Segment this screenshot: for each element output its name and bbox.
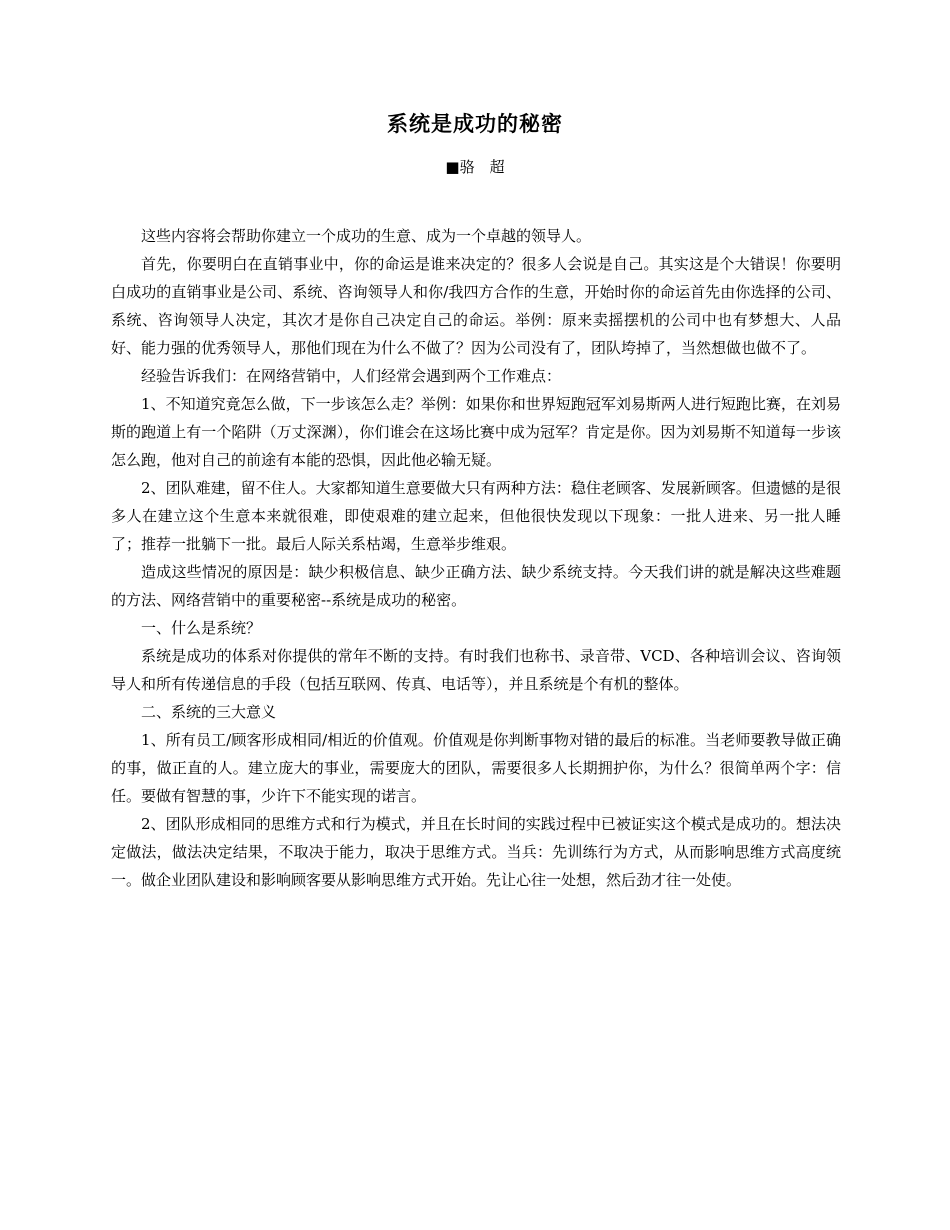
paragraph-meaning-2: 2、团队形成相同的思维方式和行为模式，并且在长时间的实践过程中已被证实这个模式是成功的。想法决定做法，做法决定结果，不取决于能力，取决于思维方式。当兵：先训练行为方式，从而影响思维方式高度统一。做企业团队建设和影响顾客要从影响思维方式开始。先让心往一处想，然后劲才往一处使。: [111, 815, 841, 889]
section-heading-three-meanings: 二、系统的三大意义: [141, 703, 277, 721]
paragraph-causes: 造成这些情况的原因是：缺少积极信息、缺少正确方法、缺少系统支持。今天我们讲的就是解决这些难题的方法、网络营销中的重要秘密--系统是成功的秘密。: [111, 563, 841, 609]
paragraph-difficulty-1: 1、不知道究竟怎么做，下一步该怎么走？举例：如果你和世界短跑冠军刘易斯两人进行短跑比赛，在刘易斯的跑道上有一个陷阱（万丈深渊），你们谁会在这场比赛中成为冠军？肯定是你。因为刘易斯不知道每一步该怎么跑，他对自己的前途有本能的恐惧，因此他必输无疑。: [111, 395, 841, 469]
document-title: 系统是成功的秘密: [387, 112, 563, 136]
paragraph-meaning-1: 1、所有员工/顾客形成相同/相近的价值观。价值观是你判断事物对错的最后的标准。当老师要教导做正确的事，做正直的人。建立庞大的事业，需要庞大的团队，需要很多人长期拥护你，为什么？很简单两个字：信任。要做有智慧的事，少许下不能实现的诺言。: [111, 731, 841, 805]
paragraph-experience: 经验告诉我们：在网络营销中，人们经常会遇到两个工作难点：: [141, 367, 562, 385]
paragraph-difficulty-2: 2、团队难建，留不住人。大家都知道生意要做大只有两种方法：稳住老顾客、发展新顾客。但遗憾的是很多人在建立这个生意本来就很难，即使艰难的建立起来，但他很快发现以下现象：一批人进来、另一批人睡了；推荐一批躺下一批。最后人际关系枯竭，生意举步维艰。: [111, 479, 841, 553]
paragraph-destiny: 首先，你要明白在直销事业中，你的命运是谁来决定的？很多人会说是自己。其实这是个大错误！你要明白成功的直销事业是公司、系统、咨询领导人和你/我四方合作的生意，开始时你的命运首先由你选择的公司、系统、咨询领导人决定，其次才是你自己决定自己的命运。举例：原来卖摇摆机的公司中也有梦想大、人品好、能力强的优秀领导人，那他们现在为什么不做了？因为公司没有了，团队垮掉了，当然想做也做不了。: [111, 255, 841, 357]
author-byline: ■骆 超: [445, 158, 505, 176]
paragraph-intro: 这些内容将会帮助你建立一个成功的生意、成为一个卓越的领导人。: [141, 227, 592, 245]
section-heading-what-is-system: 一、什么是系统？: [141, 619, 262, 637]
paragraph-system-definition: 系统是成功的体系对你提供的常年不断的支持。有时我们也称书、录音带、VCD、各种培训会议、咨询领导人和所有传递信息的手段（包括互联网、传真、电话等），并且系统是个有机的整体。: [111, 647, 841, 693]
article-body: [111, 222, 841, 894]
